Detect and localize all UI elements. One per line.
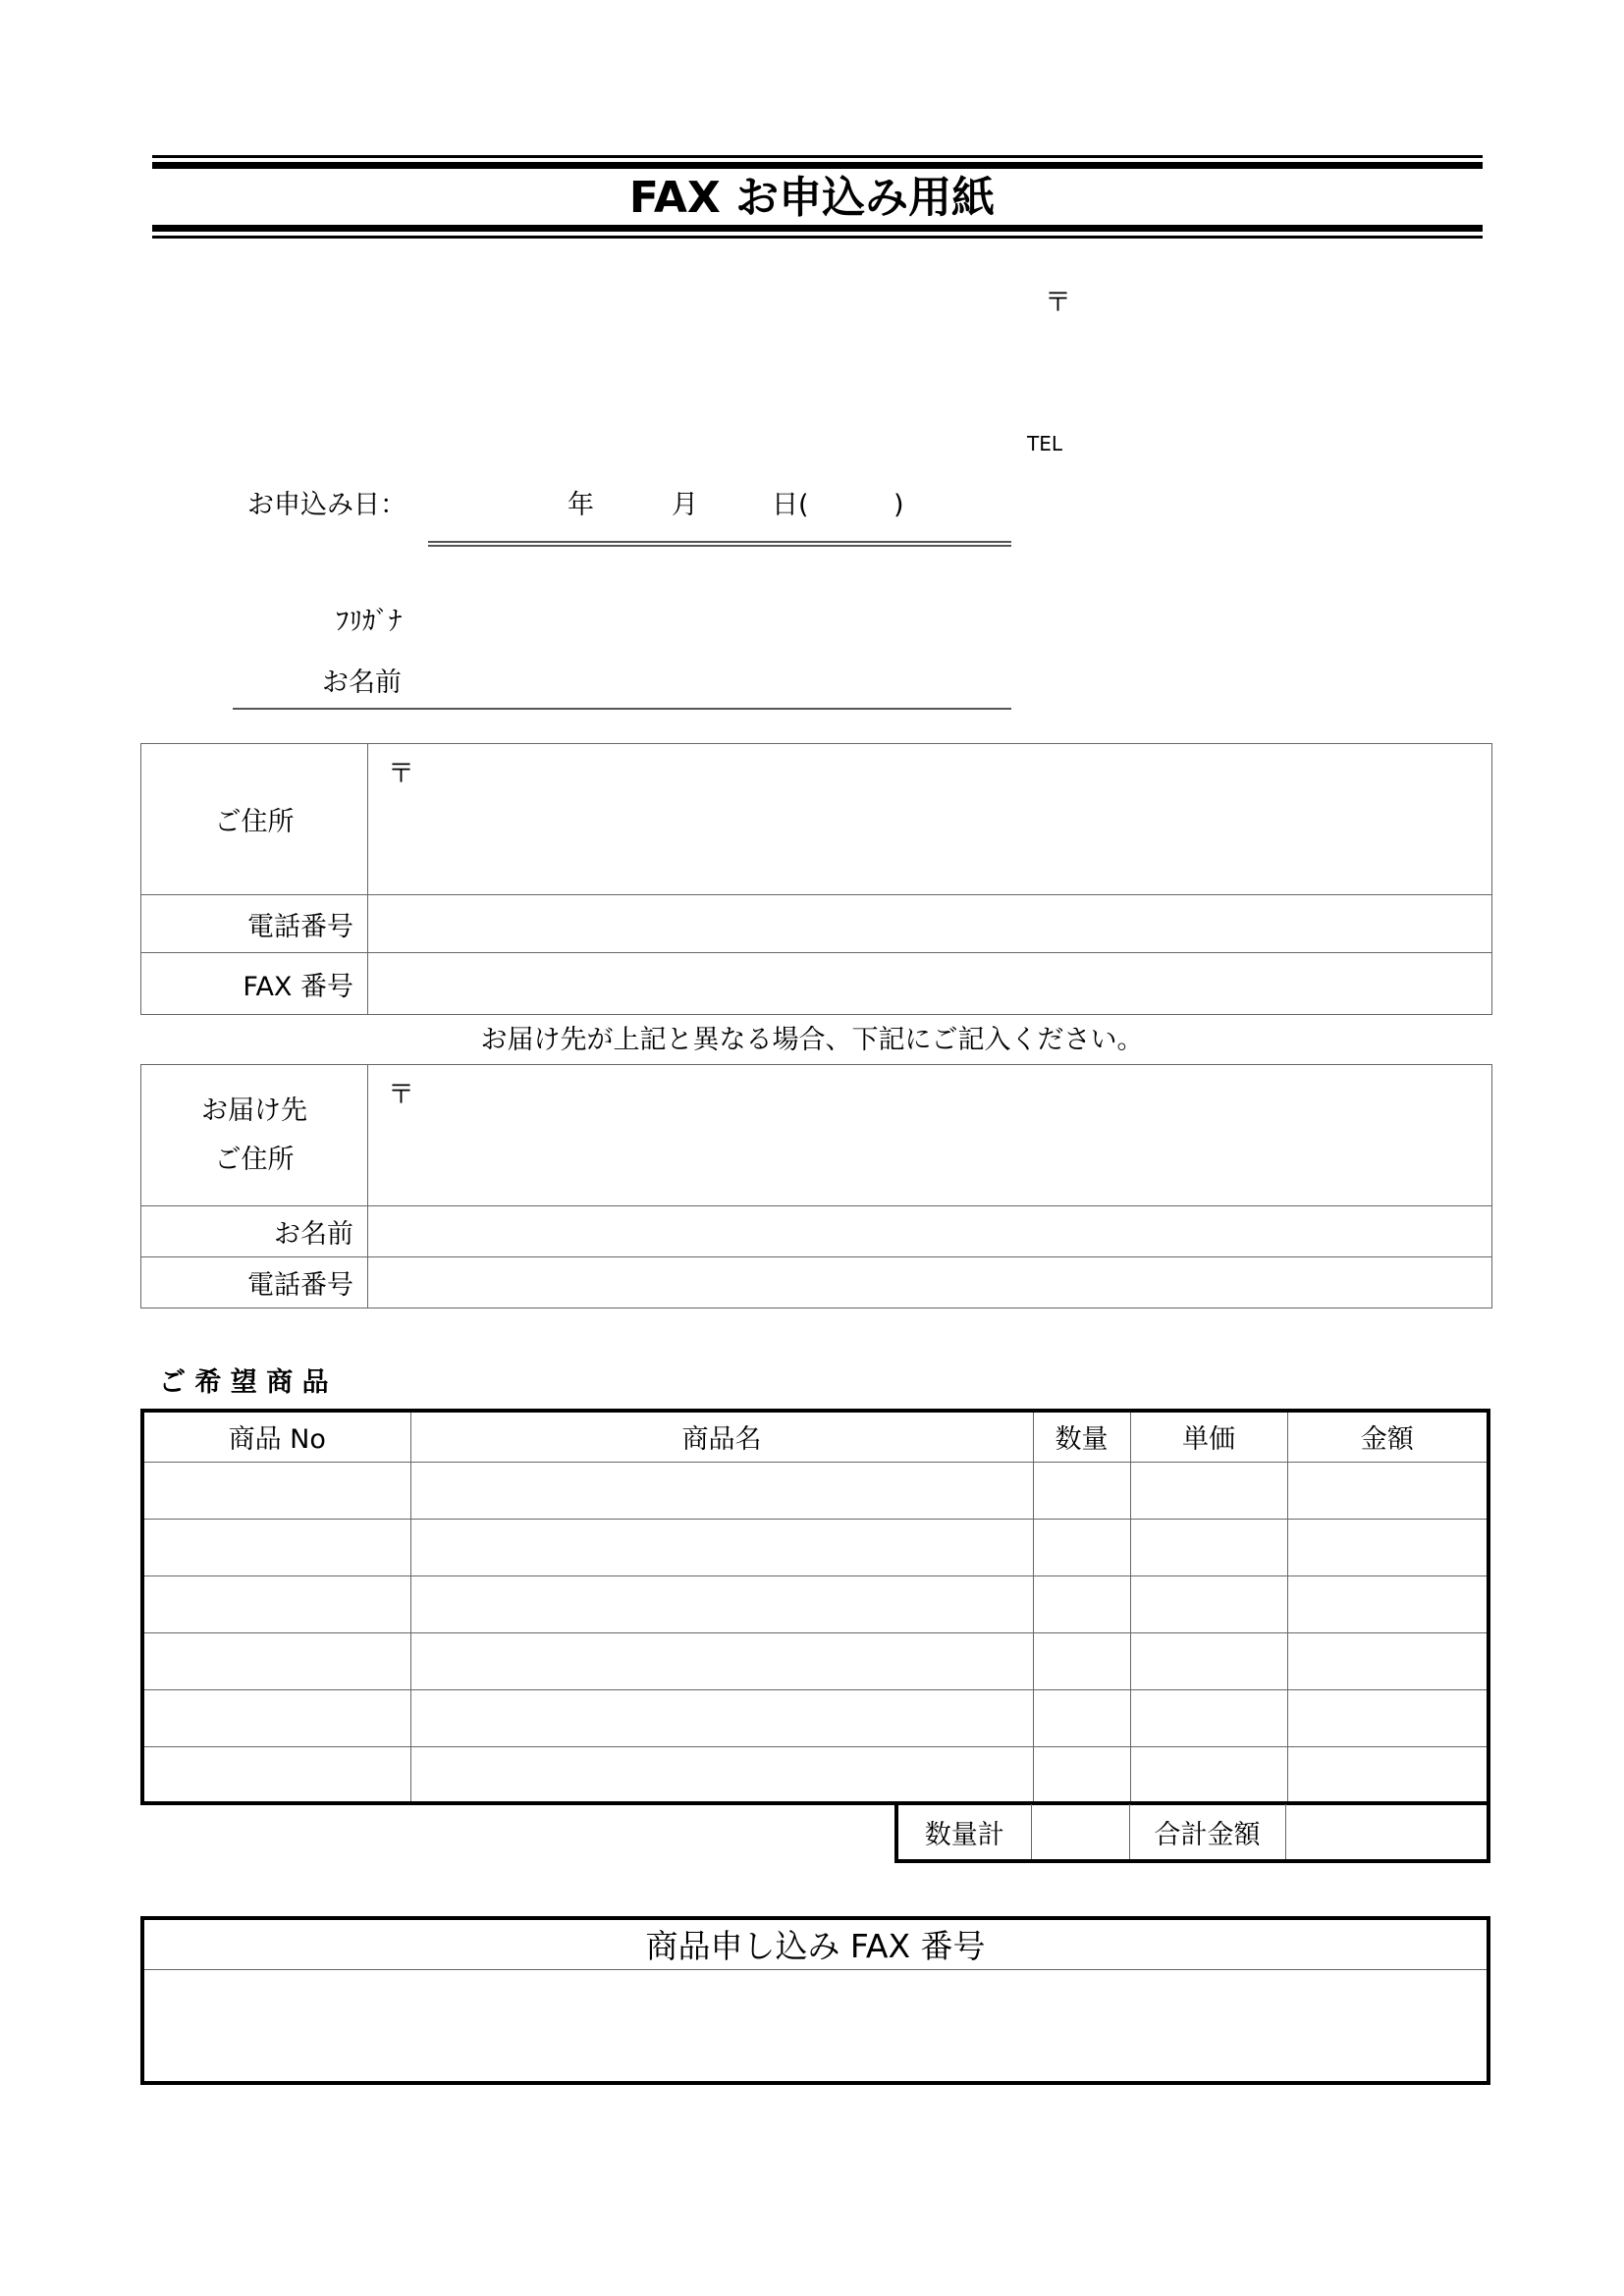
date-day[interactable]: 日(: [772, 490, 809, 520]
product-name-cell[interactable]: [410, 1462, 1033, 1519]
product-row: [142, 1746, 1489, 1803]
sender-postal-mark: 〒: [1045, 288, 1071, 318]
product-name-cell[interactable]: [410, 1632, 1033, 1689]
products-table: [140, 1409, 1490, 1805]
quantity-cell[interactable]: [1033, 1462, 1130, 1519]
amount-cell[interactable]: [1287, 1519, 1489, 1575]
product-row: [142, 1632, 1489, 1689]
address-field[interactable]: [368, 744, 1492, 895]
col-header-quantity: 数量: [1033, 1411, 1130, 1462]
product-no-cell[interactable]: [142, 1575, 410, 1632]
delivery-phone-label: 電話番号: [247, 1270, 353, 1301]
quantity-cell[interactable]: [1033, 1575, 1130, 1632]
amount-cell[interactable]: [1287, 1575, 1489, 1632]
unit-price-cell[interactable]: [1130, 1575, 1287, 1632]
address-postal-mark: 〒: [388, 759, 414, 789]
col-header-amount: 金額: [1287, 1411, 1489, 1462]
product-no-cell[interactable]: [142, 1746, 410, 1803]
name-label: お名前: [322, 667, 402, 698]
quantity-cell[interactable]: [1033, 1632, 1130, 1689]
products-heading: ご 希 望 商 品: [159, 1367, 329, 1398]
delivery-address-label-cell: [141, 1065, 368, 1206]
sender-tel-label: TEL: [1027, 432, 1062, 455]
date-year[interactable]: 年: [568, 490, 594, 520]
product-no-cell[interactable]: [142, 1462, 410, 1519]
delivery-note: お届け先が上記と異なる場合、下記にご記入ください。: [480, 1025, 1144, 1055]
quantity-cell[interactable]: [1033, 1519, 1130, 1575]
unit-price-cell[interactable]: [1130, 1746, 1287, 1803]
delivery-address-label-1: お届け先: [201, 1095, 307, 1126]
date-weekday-close[interactable]: ): [893, 490, 904, 520]
unit-price-cell[interactable]: [1130, 1462, 1287, 1519]
product-row: [142, 1575, 1489, 1632]
product-row: [142, 1519, 1489, 1575]
delivery-postal-mark: 〒: [388, 1080, 414, 1110]
col-header-product-no: 商品 No: [142, 1411, 410, 1462]
delivery-table: [140, 1064, 1492, 1308]
page-title: FAX お申込み用紙: [628, 173, 996, 223]
application-date-label: お申込み日：: [247, 490, 406, 520]
total-amount-label: 合計金額: [1129, 1804, 1285, 1861]
fax-number-box: [140, 1916, 1490, 2085]
customer-table: [140, 743, 1492, 1015]
date-month[interactable]: 月: [672, 490, 698, 520]
amount-cell[interactable]: [1287, 1462, 1489, 1519]
amount-cell[interactable]: [1287, 1689, 1489, 1746]
delivery-name-field[interactable]: [368, 1206, 1492, 1257]
furigana-label: ﾌﾘｶﾞﾅ: [336, 607, 403, 637]
address-label-cell: [141, 744, 368, 895]
delivery-address-field[interactable]: [368, 1065, 1492, 1206]
phone-label: 電話番号: [247, 911, 353, 942]
product-name-cell[interactable]: [410, 1746, 1033, 1803]
product-row: [142, 1462, 1489, 1519]
quantity-cell[interactable]: [1033, 1746, 1130, 1803]
total-quantity-label: 数量計: [896, 1804, 1031, 1861]
total-amount-field[interactable]: [1285, 1804, 1489, 1861]
product-no-cell[interactable]: [142, 1519, 410, 1575]
date-underline: [428, 541, 1011, 547]
delivery-address-label-2: ご住所: [214, 1144, 295, 1175]
product-row: [142, 1689, 1489, 1746]
quantity-cell[interactable]: [1033, 1689, 1130, 1746]
name-underline: [233, 708, 1011, 710]
unit-price-cell[interactable]: [1130, 1519, 1287, 1575]
delivery-phone-field[interactable]: [368, 1257, 1492, 1308]
phone-field[interactable]: [368, 895, 1492, 953]
fax-label: FAX 番号: [243, 971, 353, 1002]
col-header-product-name: 商品名: [410, 1411, 1033, 1462]
amount-cell[interactable]: [1287, 1746, 1489, 1803]
product-name-cell[interactable]: [410, 1575, 1033, 1632]
total-quantity-field[interactable]: [1031, 1804, 1129, 1861]
unit-price-cell[interactable]: [1130, 1689, 1287, 1746]
fax-field[interactable]: [368, 953, 1492, 1015]
products-header-row: [142, 1411, 1489, 1462]
product-no-cell[interactable]: [142, 1689, 410, 1746]
product-name-cell[interactable]: [410, 1689, 1033, 1746]
amount-cell[interactable]: [1287, 1632, 1489, 1689]
delivery-name-label: お名前: [274, 1219, 353, 1250]
col-header-unit-price: 単価: [1130, 1411, 1287, 1462]
unit-price-cell[interactable]: [1130, 1632, 1287, 1689]
totals-table: [894, 1804, 1490, 1863]
address-label: ご住所: [214, 807, 295, 837]
product-name-cell[interactable]: [410, 1519, 1033, 1575]
fax-box-title: 商品申し込み FAX 番号: [142, 1918, 1489, 1969]
fax-box-field[interactable]: [142, 1969, 1489, 2083]
product-no-cell[interactable]: [142, 1632, 410, 1689]
